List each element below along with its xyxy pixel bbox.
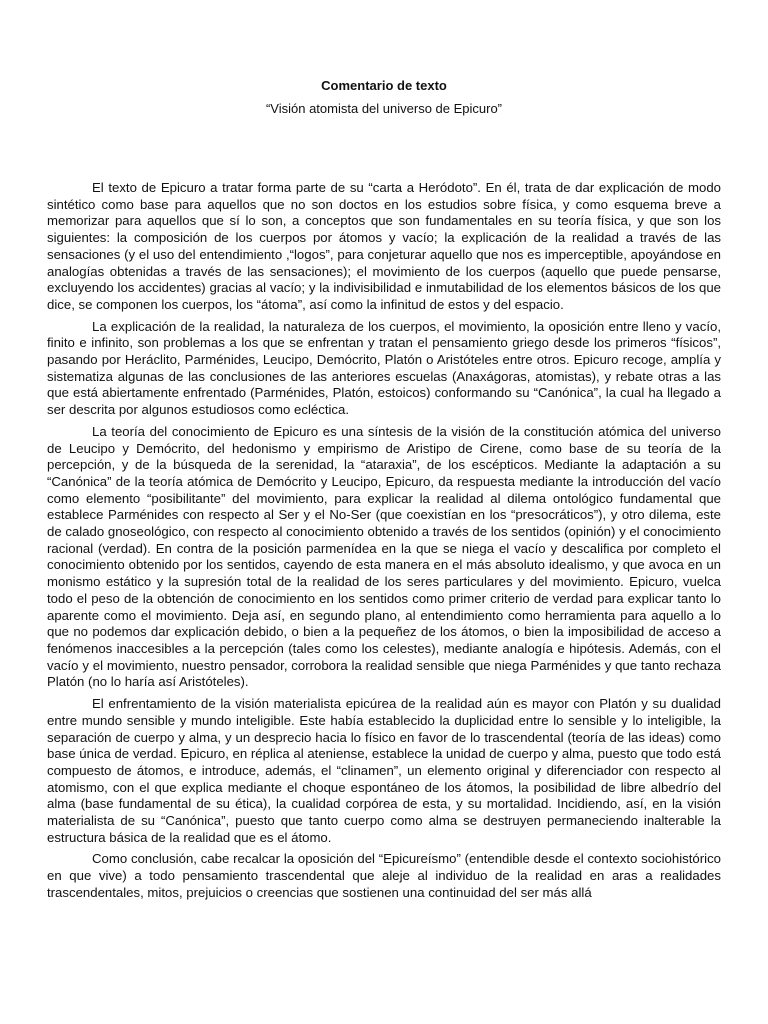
paragraph-1: El texto de Epicuro a tratar forma parte de su “carta a Heródoto”. En él, trata de dar explicación de modo sintético como base para aquellos que no son doctos en los estudios sobre física, y como esquema breve a memorizar para aquellos que sí lo son, a conceptos que son fundamentales en su teoría física, y que son los siguientes: la composición de los cuerpos por átomos y vacío; la explicación de la realidad a través de las sensaciones (y el uso del entendimiento ,“logos”, para conjeturar aquello que nos es imperceptible, apoyándose en analogías obtenidas a través de las sensaciones); el movimiento de los cuerpos (aquello que puede pensarse, excluyendo los accidentes) gracias al vacío; y la indivisibilidad e inmutabilidad de los elementos básicos de los que dice, se componen los cuerpos, los “átoma”, así como la infinitud de estos y del espacio.: [47, 180, 721, 312]
document-body: [47, 180, 721, 907]
document-title: Comentario de texto: [321, 78, 447, 93]
paragraph-3: La teoría del conocimiento de Epicuro es una síntesis de la visión de la constitución atómica del universo de Leucipo y Demócrito, del hedonismo y empirismo de Aristipo de Cirene, como base de su teoría de la percepción, y de la búsqueda de la serenidad, la “ataraxia”, de los escépticos. Mediante la adaptación a su “Canónica” de la teoría atómica de Demócrito y Leucipo, Epicuro, da respuesta mediante la introducción del vacío como elemento “posibilitante” del movimiento, para explicar la realidad al dilema ontológico fundamental que establece Parménides con respecto al Ser y el No-Ser (que coexistían en los “presocráticos”), y otro dilema, este de calado gnoseológico, con respecto al conocimiento obtenido a través de los sentidos (opinión) y el conocimiento racional (verdad). En contra de la posición parmenídea en la que se niega el vacío y descalifica por completo el conocimiento obtenido por los sentidos, cayendo de esta manera en el más absoluto idealismo, y que avoca en un monismo estático y la supresión total de la realidad de los seres particulares y del movimiento. Epicuro, vuelca todo el peso de la obtención de conocimiento en los sentidos como primer criterio de verdad para explicar tanto lo aparente como el movimiento. Deja así, en segundo plano, al entendimiento como herramienta para aquello a lo que no podemos dar explicación debido, o bien a la pequeñez de los átomos, o bien la imposibilidad de acceso a fenómenos inaccesibles a la percepción (tales como los celestes), mediante analogía e hipótesis. Además, con el vacío y el movimiento, nuestro pensador, corrobora la realidad sensible que niega Parménides y que tanto rechaza Platón (no lo haría así Aristóteles).: [47, 423, 721, 690]
document-subtitle: “Visión atomista del universo de Epicuro”: [265, 101, 503, 116]
paragraph-5: Como conclusión, cabe recalcar la oposición del “Epicureísmo” (entendible desde el contexto sociohistórico en que vive) a todo pensamiento trascendental que aleje al individuo de la realidad en aras a realidades trascendentales, mitos, prejuicios o creencias que sostienen una continuidad del ser más allá: [47, 851, 721, 900]
paragraph-4: El enfrentamiento de la visión materialista epicúrea de la realidad aún es mayor con Platón y su dualidad entre mundo sensible y mundo inteligible. Este había establecido la duplicidad entre lo sensible y lo inteligible, la separación de cuerpo y alma, y un desprecio hacia lo físico en favor de lo trascendental (teoría de las ideas) como base única de verdad. Epicuro, en réplica al ateniense, establece la unidad de cuerpo y alma, puesto que todo está compuesto de átomos, e introduce, además, el “clinamen”, un elemento original y diferenciador con respecto al atomismo, con el que explica mediante el choque espontáneo de los átomos, la posibilidad de libre albedrío del alma (base fundamental de su ética), la cualidad corpórea de esta, y su mortalidad. Incidiendo, así, en la visión materialista de su “Canónica”, puesto que tanto cuerpo como alma se destruyen permaneciendo inalterable la estructura básica de la realidad que es el átomo.: [47, 696, 721, 845]
paragraph-2: La explicación de la realidad, la naturaleza de los cuerpos, el movimiento, la oposición entre lleno y vacío, finito e infinito, son problemas a los que se enfrentan y tratan el pensamiento griego desde los primeros “físicos”, pasando por Heráclito, Parménides, Leucipo, Demócrito, Platón o Aristóteles entre otros. Epicuro recoge, amplía y sistematiza algunas de las conclusiones de las anteriores escuelas (Anaxágoras, atomistas), y rebate otras a las que está abiertamente enfrentado (Parménides, Platón, estoicos) conformando su “Canónica”, la cual ha llegado a ser descrita por algunos estudiosos como ecléctica.: [47, 318, 721, 418]
